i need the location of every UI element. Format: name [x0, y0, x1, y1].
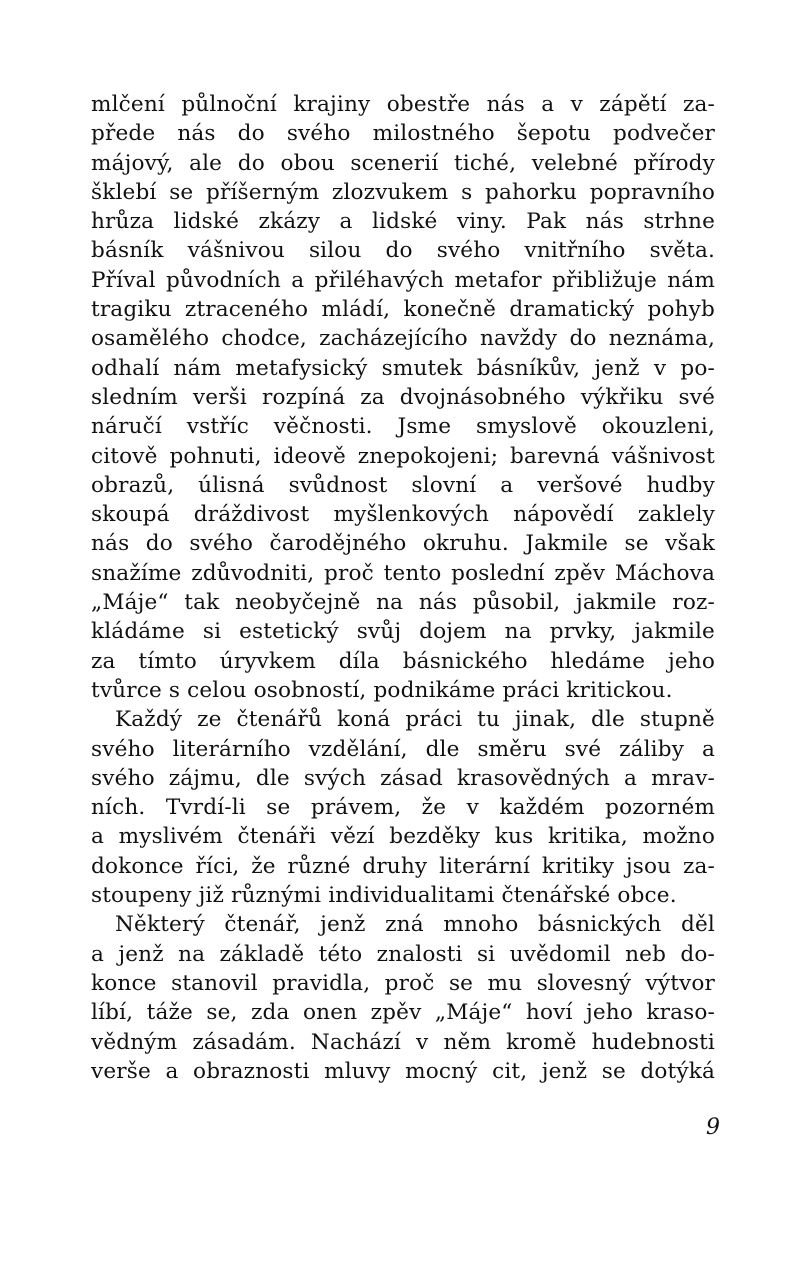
text-line: konce stanovil pravidla, proč se mu slovesný výtvor: [91, 970, 715, 996]
text-line: tragiku ztraceného mládí, konečně dramatický pohyb: [91, 297, 715, 323]
text-line: dokonce říci, že různé druhy literární kritiky jsou za-: [91, 853, 715, 879]
text-line: svého literárního vzdělání, dle směru své záliby a: [91, 736, 715, 762]
text-line: vědným zásadám. Nachází v něm kromě hudebnosti: [91, 1029, 715, 1055]
text-line: náručí vstříc věčnosti. Jsme smyslově okouzleni,: [91, 414, 715, 440]
text-line: Příval původních a přiléhavých metafor přibližuje nám: [91, 267, 715, 293]
text-line: a myslivém čtenáři vězí bezděky kus kritika, možno: [91, 824, 715, 850]
text-line: obrazů, úlisná svůdnost slovní a veršové hudby: [91, 472, 715, 498]
text-line: svého zájmu, dle svých zásad krasovědných a mrav-: [91, 765, 715, 791]
body-text: [91, 90, 715, 1086]
paragraph-first-line: Každý ze čtenářů koná práci tu jinak, dle stupně: [115, 707, 715, 733]
text-line: a jenž na základě této znalosti si uvědomil neb do-: [91, 941, 715, 967]
paragraph-first-line: Některý čtenář, jenž zná mnoho básnických děl: [115, 912, 715, 938]
text-line: líbí, táže se, zda onen zpěv „Máje“ hoví jeho kraso-: [91, 1000, 715, 1026]
text-line: osamělého chodce, zacházejícího navždy do neznáma,: [91, 326, 715, 352]
text-line: citově pohnuti, ideově znepokojeni; barevná vášnivost: [91, 443, 715, 469]
text-line: sledním verši rozpíná za dvojnásobného výkřiku své: [91, 384, 715, 410]
text-line: verše a obraznosti mluvy mocný cit, jenž se dotýká: [91, 1058, 715, 1084]
text-line: stoupeny již různými individualitami čtenářské obce.: [91, 883, 677, 909]
text-line: skoupá dráždivost myšlenkových nápovědí zaklely: [91, 502, 715, 528]
text-line: snažíme zdůvodniti, proč tento poslední zpěv Máchova: [91, 560, 715, 586]
text-line: nás do svého čarodějného okruhu. Jakmile se však: [91, 531, 715, 557]
text-line: přede nás do svého milostného šepotu podvečer: [91, 121, 715, 147]
text-line: za tímto úryvkem díla básnického hledáme jeho: [91, 648, 715, 674]
text-line: básník vášnivou silou do svého vnitřního světa.: [91, 238, 715, 264]
text-line: šklebí se příšerným zlozvukem s pahorku popravního: [91, 179, 715, 205]
text-line: kládáme si estetický svůj dojem na prvky, jakmile: [91, 619, 715, 645]
page-number: 9: [706, 1115, 720, 1140]
text-line: hrůza lidské zkázy a lidské viny. Pak nás strhne: [91, 209, 715, 235]
text-line: májový, ale do obou scenerií tiché, velebné přírody: [91, 150, 715, 176]
text-line: „Máje“ tak neobyčejně na nás působil, jakmile roz-: [91, 590, 715, 616]
text-line: mlčení půlnoční krajiny obestře nás a v zápětí za-: [91, 92, 715, 117]
text-line: ních. Tvrdí-li se právem, že v každém pozorném: [91, 795, 715, 821]
text-line: tvůrce s celou osobností, podnikáme práci kritickou.: [91, 677, 673, 703]
text-line: odhalí nám metafysický smutek básníkův, jenž v po-: [91, 355, 715, 381]
